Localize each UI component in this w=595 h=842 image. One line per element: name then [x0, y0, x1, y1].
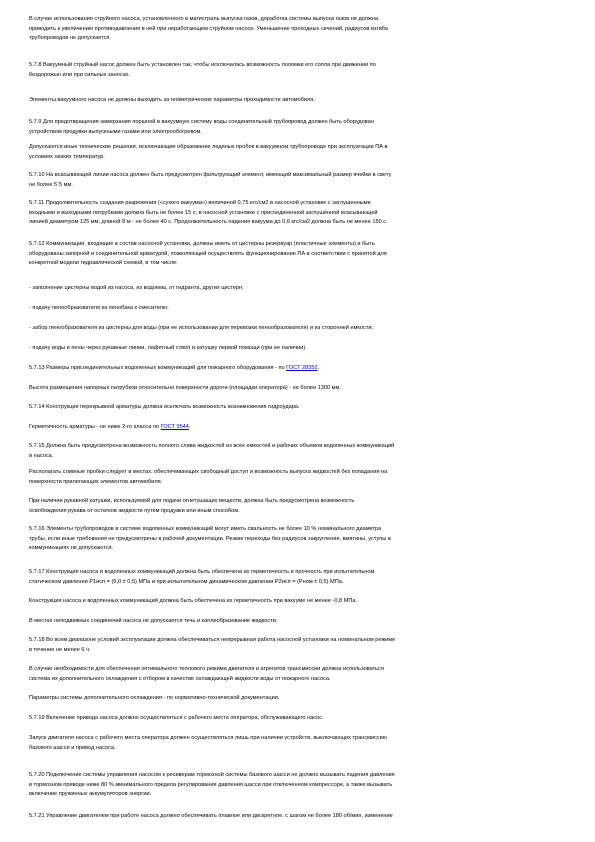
text-line [29, 61, 565, 71]
line-text: - заполнение цистерны водой из насоса, из водоема, от гидранта, других цистерн; [29, 285, 244, 291]
line-text: 5.7.17 Конструкция насоса и водопенных коммуникаций должна быть обеспечена их герметичность и прочность при испытательном [29, 569, 375, 575]
text-line [29, 259, 565, 269]
paragraph [29, 714, 565, 724]
paragraph [29, 771, 565, 800]
line-text: не более 5ˇ5 мм. [29, 181, 73, 188]
gost-reference-link[interactable]: ГОСТ 9544 [160, 424, 189, 430]
text-line [29, 497, 565, 507]
line-text: Допускаются иные технические решения, исключающие образование ледяных пробок в вакуумном трубопроводе при эксплуатации ПА в [29, 144, 388, 150]
text-line [29, 694, 565, 704]
paragraph [29, 118, 565, 137]
text-line [29, 128, 565, 138]
text-line [29, 250, 565, 260]
text-line [29, 665, 565, 675]
text-line [29, 771, 565, 781]
line-text: входными и выходными патрубками должна быть не более 15 с; в насосной установке с присоединенной заглушённой всасывающей [29, 209, 378, 216]
paragraph [29, 734, 565, 753]
line-text: базового шасси и привод насоса. [29, 744, 116, 751]
text-line [29, 143, 565, 153]
line-text: Высота размещения напорных патрубков относительно поверхности дороги (площадки оператора) - не более 1300 мм. [29, 385, 341, 391]
line-text: Располагать сливные пробки следует в местах, обеспечивающих свободный доступ и возможность выпуска жидкостей без попадания на [29, 469, 388, 475]
text-line [29, 578, 565, 588]
text-line [29, 344, 565, 354]
line-text: 5.7.21 Управление двигателем при работе насоса должно обеспечивать плавное или дискретное, с шагом не более 180 об/мин, изменение [29, 813, 393, 819]
paragraph [29, 568, 565, 587]
paragraph [29, 384, 565, 394]
line-text: 5.7.14 Конструкция перекрывной арматуры должна исключать возможность возникновения гидроудара. [29, 404, 300, 410]
text-line [29, 597, 565, 607]
line-text: трубы, если иные требования не предусмотрены в рабочей документации. Резкие переходы без радиусов закругления, вмятины, уступы в [29, 535, 391, 542]
paragraph [29, 15, 565, 44]
paragraph [29, 199, 565, 228]
paragraph [29, 812, 565, 822]
line-text: - подачу воды и пены через рукавные линии, лафетный ствол и катушку первой помощи (при ее наличии). [29, 345, 307, 351]
line-text: бездорожью или при сильных заносах. [29, 71, 131, 78]
line-text: устройством продувки выпускными газами или электрообогревом. [29, 128, 202, 135]
gost-reference-link[interactable]: ГОСТ 28352 [286, 365, 318, 371]
text-line [29, 34, 565, 44]
text-line [29, 218, 565, 228]
line-text: статическом давлении P1исп = (6,0 ± 0,5) МПа и при испытательном динамическом давлении P2исп = (Pном ± 0,5) МПа. [29, 578, 344, 585]
line-text: Конструкция насоса и водопенных коммуникаций должна быть обеспечена их герметичность при вакууме не менее -0,8 МПа. [29, 598, 358, 604]
paragraph [29, 344, 565, 354]
line-tail: . [317, 365, 320, 371]
text-line [29, 153, 565, 163]
text-line [29, 714, 565, 724]
text-line [29, 284, 565, 294]
line-text: освобождения рукава от остатков жидкости путем продувки или иным способом. [29, 507, 240, 514]
paragraph [29, 143, 565, 162]
line-tail: . [188, 424, 191, 430]
text-line [29, 734, 565, 744]
line-text: 5.7.11 Продолжительность создания разрежения («сухого вакуума») величиной 0,75 кгс/см2 в насосной установке с заглушенными [29, 200, 371, 206]
line-text: поверхности прилегающих элементов автомобиля. [29, 478, 163, 485]
paragraph [29, 61, 565, 80]
line-text: 5.7.8 Вакуумный струйный насос должен быть установлен так, чтобы исключалась возможность поломки его сопла при движении по [29, 62, 376, 68]
line-text: 5.7.15 Должна быть предусмотрена возможность полного слива жидкостей из всех емкостей и рабочих объемов водопенных коммуникаций [29, 443, 395, 449]
paragraph [29, 617, 565, 627]
text-line [29, 209, 565, 219]
paragraph [29, 665, 565, 684]
paragraph [29, 324, 565, 334]
text-line [29, 71, 565, 81]
text-line [29, 790, 565, 800]
text-line [29, 364, 565, 374]
text-line [29, 324, 565, 334]
text-line [29, 507, 565, 517]
line-text: линией диаметром 125 мм, длиной 8 м - не более 40 с. Продолжительность падения вакуума до 0,6 кгс/см2 должна быть не менее 150 с. [29, 219, 388, 226]
text-line [29, 118, 565, 128]
text-line [29, 25, 565, 35]
line-text: - забор пенообразователя из цистерны для воды (при ее использовании для перевозки пенообразователя) и из сторонней емкости; [29, 325, 374, 331]
paragraph [29, 423, 565, 433]
text-line [29, 781, 565, 791]
line-text: 5.7.13 Размеры присоединительных водопенных коммуникаций для пожарного оборудования - по [29, 365, 287, 371]
paragraph [29, 525, 565, 554]
line-text: и насоса. [29, 452, 54, 459]
line-text: 5.7.12 Коммуникации, входящие в состав насосной установки, должны иметь от цистерны резервуар (пластичные элементы) и быть [29, 241, 375, 247]
paragraph [29, 171, 565, 190]
text-line [29, 442, 565, 452]
line-text: В случае использования струйного насоса, установленного в магистраль выпуска газов, доработка системы выпуска газов не должна [29, 16, 378, 22]
paragraph [29, 636, 565, 655]
paragraph [29, 597, 565, 607]
paragraph [29, 364, 565, 374]
text-line [29, 525, 565, 535]
text-line [29, 304, 565, 314]
text-line [29, 812, 565, 822]
line-text: При наличии рукавной катушки, используемой для подачи огнетушащих веществ, должна быть предусмотрена возможность [29, 498, 355, 504]
text-line [29, 452, 565, 462]
paragraph [29, 497, 565, 516]
line-text: в тормозном приводе ниже 80 % минимального предела регулирования давления шасси при отключенном компрессоре, а также вызывать [29, 781, 393, 788]
line-text: оборудованы запорной и соединительной арматурой, позволяющей осуществлять функционирование ПА в соответствии с принятой для [29, 250, 387, 257]
text-line [29, 478, 565, 488]
text-line [29, 744, 565, 754]
paragraph [29, 694, 565, 704]
line-text: коммуникациях не допускаются. [29, 545, 114, 552]
paragraph [29, 284, 565, 294]
text-line [29, 636, 565, 646]
text-line [29, 568, 565, 578]
line-text: в течение не менее 6 ч. [29, 646, 91, 653]
line-text: Запуск двигателя насоса с рабочего места оператора должен осуществляться лишь при наличии устройств, выключающих трансмиссию [29, 735, 388, 741]
text-line [29, 423, 565, 433]
line-text: условиях низких температур. [29, 153, 105, 160]
paragraph [29, 240, 565, 269]
text-line [29, 468, 565, 478]
text-line [29, 199, 565, 209]
line-text: конкретной модели гидравлической схемой, в том числе: [29, 260, 178, 267]
text-line [29, 535, 565, 545]
text-line [29, 96, 565, 106]
paragraph [29, 96, 565, 106]
text-line [29, 384, 565, 394]
line-text: В местах неподвижных соединений насоса не допускается течь и каплеобразование жидкости. [29, 618, 278, 624]
line-text: В случае необходимости для обеспечения оптимального теплового режима двигателя и агрегатов трансмиссии должна использоваться [29, 666, 384, 672]
line-text: приводить к увеличению противодавления в ней при неработающем струйном насосе. Уменьшение проходных сечений, радиусов изгиба [29, 25, 388, 32]
line-text: 5.7.20 Подключение системы управления насосом к ресиверам тормозной системы базового шасси не должно вызывать падения давления [29, 772, 395, 778]
text-line [29, 181, 565, 191]
paragraph [29, 403, 565, 413]
paragraph [29, 442, 565, 461]
line-text: Параметры системы дополнительного охлаждения - по нормативно-технической документации. [29, 695, 280, 701]
line-text: 5.7.10 На всасывающей линии насоса должен быть предусмотрен фильтрующий элемент, имеющий максимальный размер ячейки в свету [29, 172, 392, 178]
text-line [29, 403, 565, 413]
text-line [29, 617, 565, 627]
line-text: 5.7.9 Для предотвращения замерзания поршней в вакуумную систему воды соединительный трубопровод должен быть оборудован [29, 119, 374, 125]
line-text: Элементы вакуумного насоса не должны выходить за геометрические параметры проходимости автомобиля. [29, 97, 315, 103]
text-line [29, 171, 565, 181]
paragraph [29, 304, 565, 314]
line-text: 5.7.16 Элементы трубопроводов в системе водопенных коммуникаций могут иметь свальность не более 10 % номинального диаметра [29, 526, 382, 532]
paragraph [29, 468, 565, 487]
text-line [29, 675, 565, 685]
text-line [29, 240, 565, 250]
line-text: трубопроводов не допускается. [29, 35, 112, 42]
text-line [29, 646, 565, 656]
line-text: - подачу пенообразователя из пенобака к смесителю; [29, 305, 169, 311]
line-text: 5.7.18 Во всем диапазоне условий эксплуатации должна обеспечиваться непрерывная работа насосной установки на номинальном режиме [29, 637, 396, 643]
text-line [29, 544, 565, 554]
line-text: включение пружинных аккумуляторов энергии. [29, 791, 152, 798]
line-text: Герметичность арматуры - не ниже 2-го класса по [29, 424, 161, 430]
line-text: система их дополнительного охлаждения с отбором в качестве охлаждающей жидкости воды от пожарного насоса. [29, 675, 331, 682]
line-text: 5.7.19 Включение привода насоса должно осуществляться с рабочего места оператора, обслуживающего насос. [29, 715, 324, 721]
text-line [29, 15, 565, 25]
